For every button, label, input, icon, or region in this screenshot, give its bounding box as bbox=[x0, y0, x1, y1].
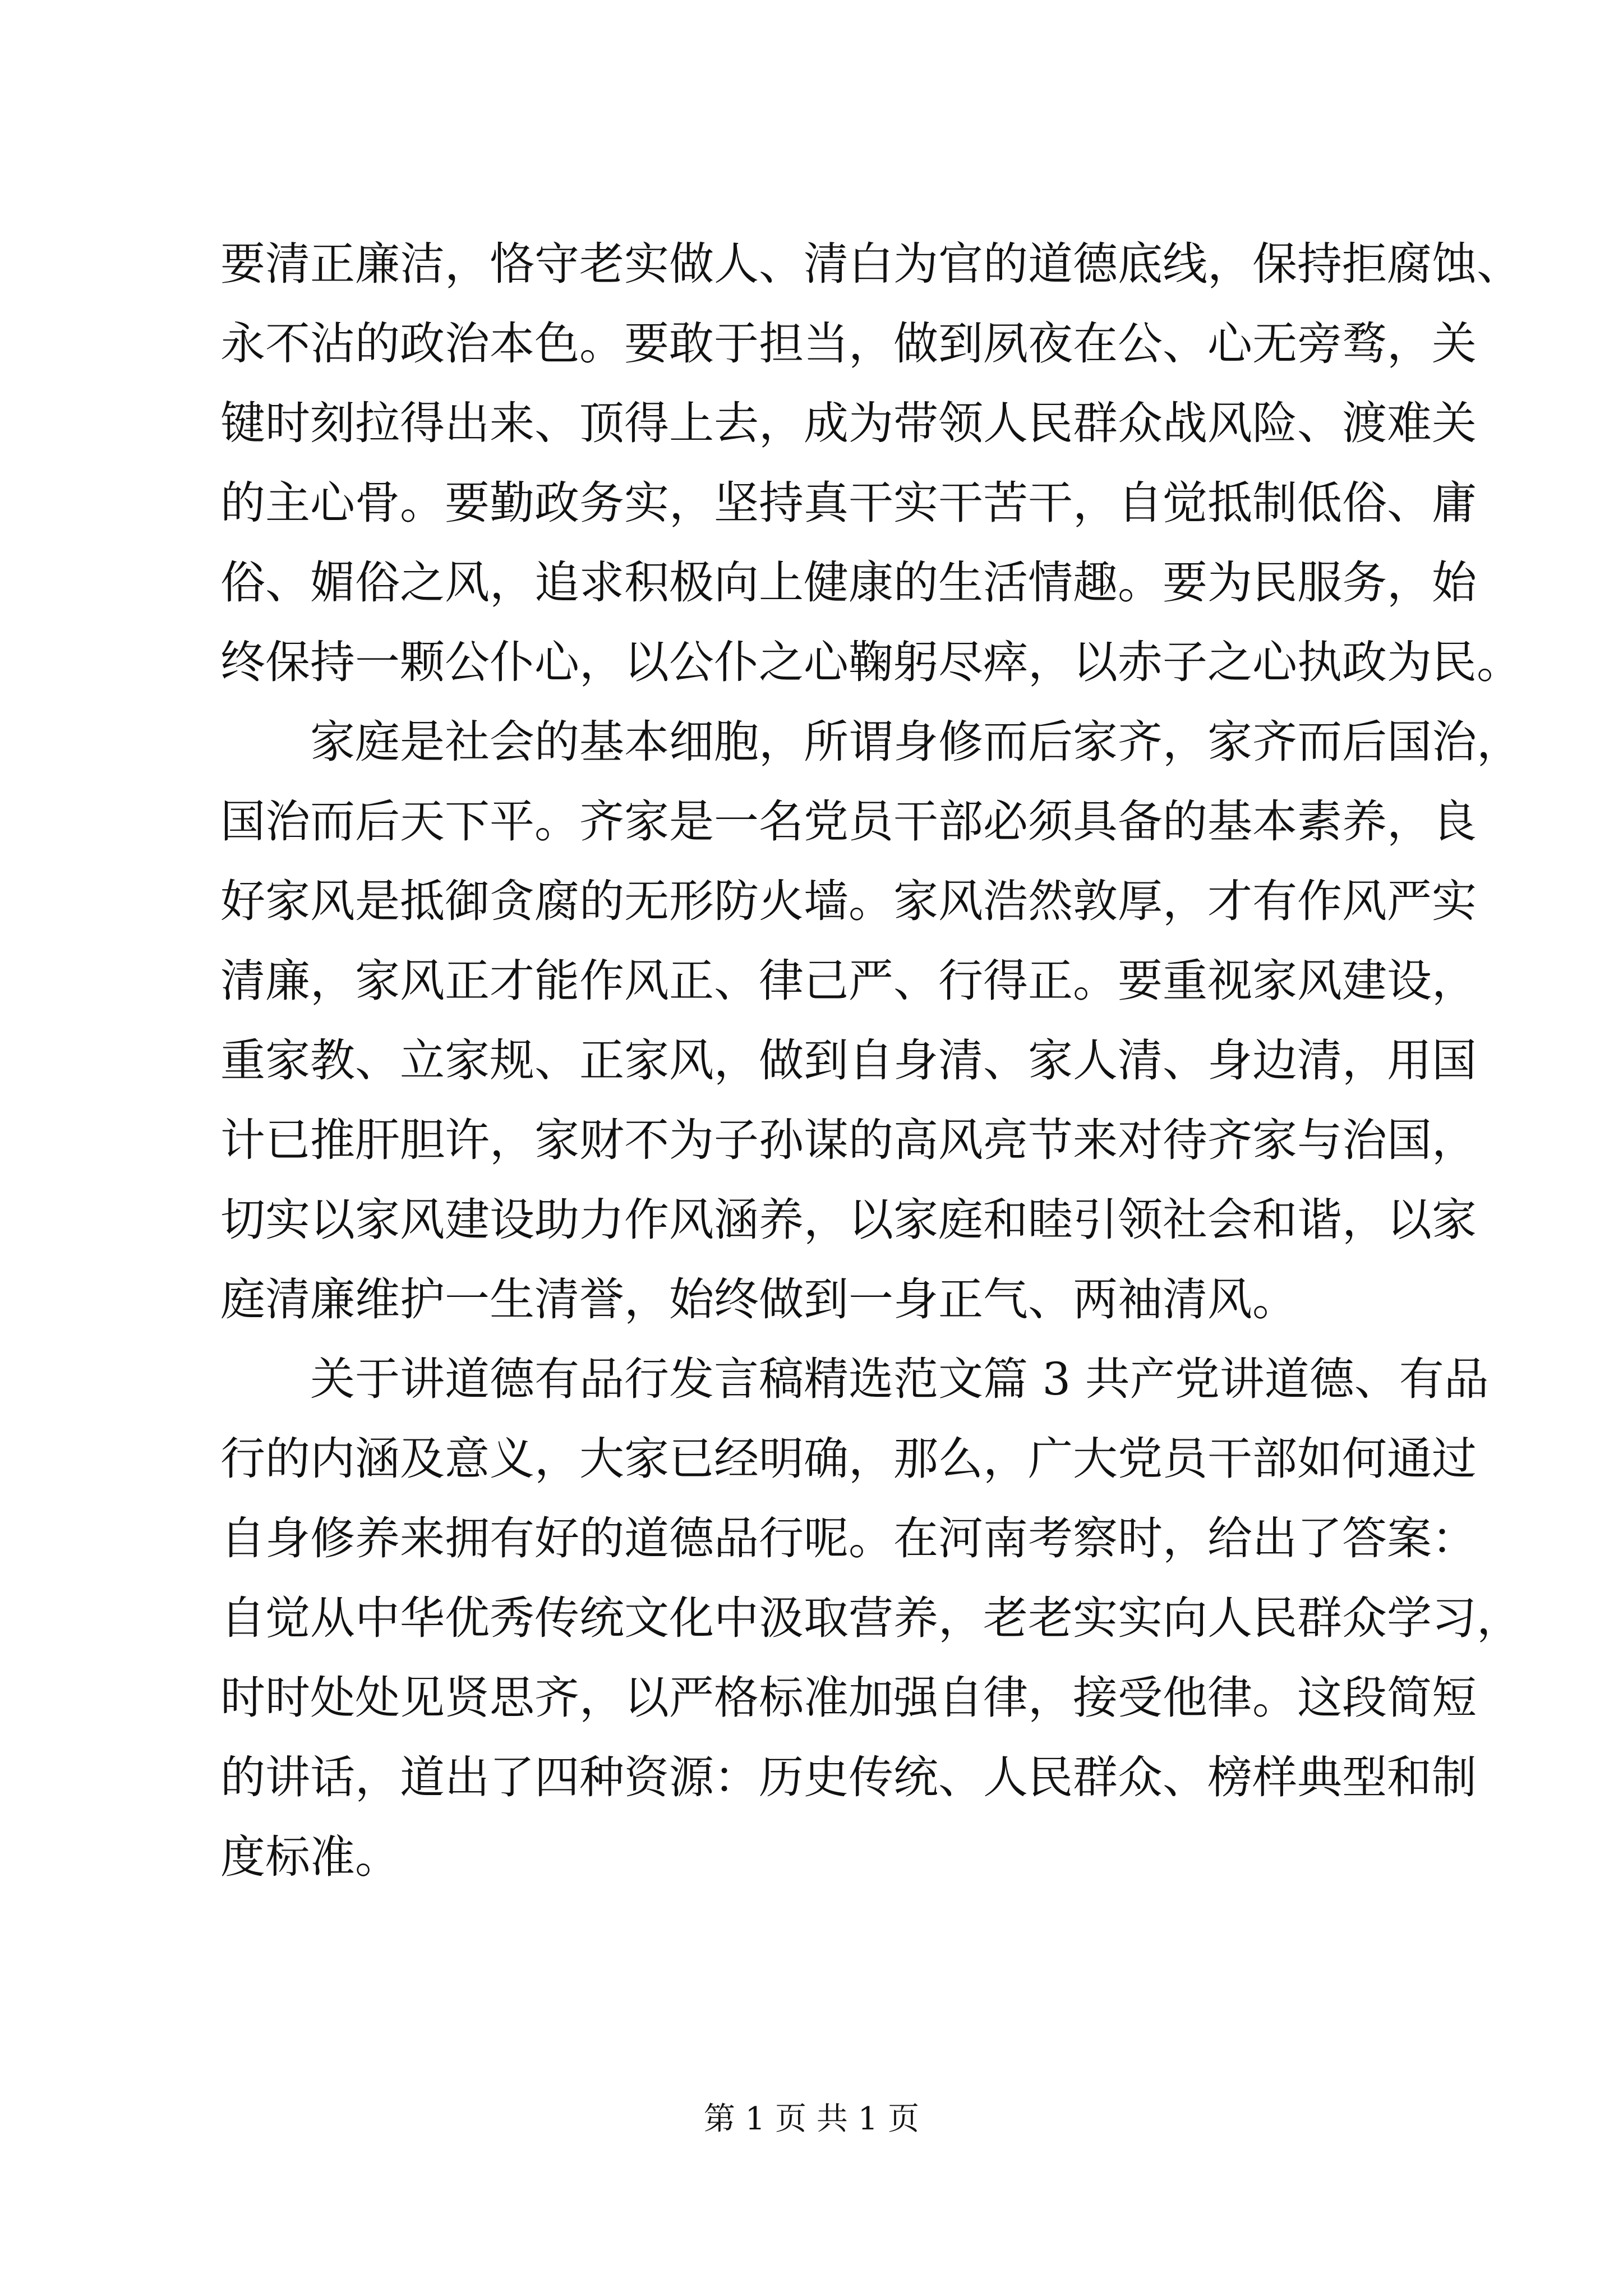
document-body bbox=[220, 224, 1521, 1897]
paragraph-line: 的讲话，道出了四种资源：历史传统、人民群众、榜样典型和制 bbox=[220, 1751, 1477, 1803]
paragraph-line: 永不沾的政治本色。要敢于担当，做到夙夜在公、心无旁骛，关 bbox=[220, 318, 1477, 370]
paragraph-line: 时时处处见贤思齐，以严格标准加强自律，接受他律。这段简短 bbox=[220, 1672, 1477, 1724]
paragraph-line: 俗、媚俗之风，追求积极向上健康的生活情趣。要为民服务，始 bbox=[220, 556, 1477, 609]
paragraph-line: 切实以家风建设助力作风涵养，以家庭和睦引领社会和谐，以家 bbox=[220, 1194, 1477, 1246]
paragraph-line: 行的内涵及意义，大家已经明确，那么，广大党员干部如何通过 bbox=[220, 1433, 1477, 1485]
paragraph-line: 的主心骨。要勤政务实，坚持真干实干苦干，自觉抵制低俗、庸 bbox=[220, 477, 1477, 529]
paragraph-line: 国治而后天下平。齐家是一名党员干部必须具备的基本素养，良 bbox=[220, 795, 1477, 848]
paragraph-line: 关于讲道德有品行发言稿精选范文篇 3 共产党讲道德、有品 bbox=[310, 1353, 1489, 1405]
paragraph-line: 清廉，家风正才能作风正、律己严、行得正。要重视家风建设， bbox=[220, 955, 1477, 1007]
paragraph-line: 好家风是抵御贪腐的无形防火墙。家风浩然敦厚，才有作风严实 bbox=[220, 875, 1477, 927]
paragraph-line: 度标准。 bbox=[220, 1831, 400, 1883]
paragraph-line: 家庭是社会的基本细胞，所谓身修而后家齐，家齐而后国治， bbox=[310, 716, 1521, 768]
paragraph-line: 自觉从中华优秀传统文化中汲取营养，老老实实向人民群众学习， bbox=[220, 1592, 1521, 1644]
paragraph-line: 庭清廉维护一生清誉，始终做到一身正气、两袖清风。 bbox=[220, 1273, 1297, 1326]
paragraph-line: 要清正廉洁，恪守老实做人、清白为官的道德底线，保持拒腐蚀、 bbox=[220, 238, 1521, 290]
paragraph-line: 键时刻拉得出来、顶得上去，成为带领人民群众战风险、渡难关 bbox=[220, 397, 1477, 449]
paragraph-line: 终保持一颗公仆心，以公仆之心鞠躬尽瘁，以赤子之心执政为民。 bbox=[220, 636, 1521, 688]
page-number-footer: 第 1 页 共 1 页 bbox=[703, 2101, 920, 2137]
paragraph-line: 计已推肝胆许，家财不为子孙谋的高风亮节来对待齐家与治国， bbox=[220, 1114, 1477, 1166]
paragraph-line: 自身修养来拥有好的道德品行呢。在河南考察时，给出了答案： bbox=[220, 1512, 1477, 1565]
paragraph-line: 重家教、立家规、正家风，做到自身清、家人清、身边清，用国 bbox=[220, 1034, 1477, 1087]
